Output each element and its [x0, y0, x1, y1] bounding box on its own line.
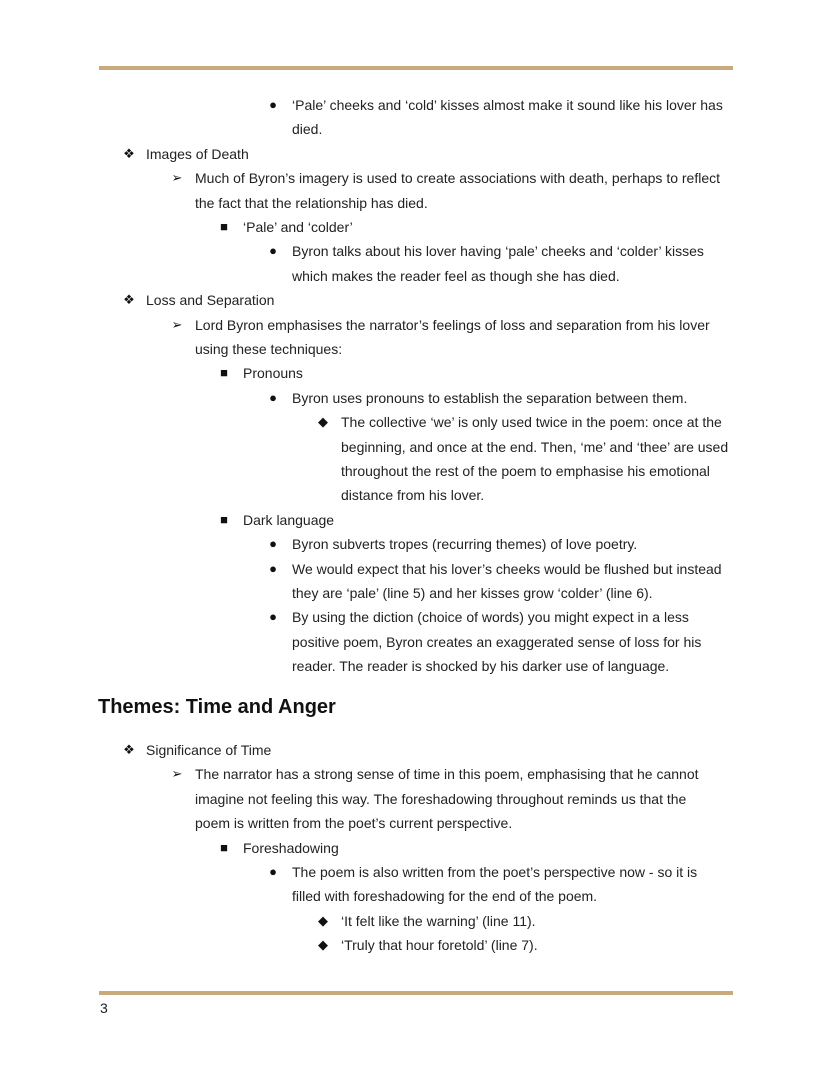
list-item-line: imagine not feeling this way. The foreshadowing throughout reminds us that the — [195, 790, 687, 807]
list-item-line: Significance of Time — [146, 742, 272, 758]
list-item-line: By using the diction (choice of words) you might expect in a less — [292, 609, 689, 626]
arrow-bullet-icon: ➢ — [171, 766, 183, 782]
list-item-line: The collective ‘we’ is only used twice in the poem: once at the — [341, 414, 722, 431]
list-item-line: The narrator has a strong sense of time in this poem, emphasising that he cannot — [195, 766, 699, 783]
list-item-line: poem is written from the poet’s current perspective. — [195, 815, 513, 832]
square-bullet-icon: ■ — [220, 839, 228, 855]
dot-bullet-icon: ● — [269, 243, 277, 259]
diamond-outline-bullet-icon: ❖ — [123, 292, 135, 308]
page-number: 3 — [100, 1000, 108, 1016]
diamond-outline-bullet-icon: ❖ — [123, 742, 135, 757]
diamond-outline-bullet-icon: ❖ — [123, 145, 135, 161]
list-item-line: ‘It felt like the warning’ (line 11). — [341, 912, 536, 929]
list-item-line: Loss and Separation — [146, 292, 275, 309]
square-bullet-icon: ■ — [220, 219, 228, 234]
list-item-line: positive poem, Byron creates an exaggerated sense of loss for his — [292, 633, 702, 650]
dot-bullet-icon: ● — [269, 97, 277, 112]
list-item-line: The poem is also written from the poet’s perspective now - so it is — [292, 864, 698, 880]
list-item-line: We would expect that his lover’s cheeks would be flushed but instead — [292, 560, 722, 577]
list-item-line: Byron talks about his lover having ‘pale’ cheeks and ‘colder’ kisses — [292, 243, 704, 260]
list-item-line: filled with foreshadowing for the end of the poem. — [292, 888, 598, 905]
dot-bullet-icon: ● — [269, 609, 277, 625]
list-item-line: beginning, and once at the end. Then, ‘me’ and ‘thee’ are used — [341, 438, 729, 455]
diamond-bullet-icon: ◆ — [318, 912, 328, 928]
dot-bullet-icon: ● — [269, 560, 277, 576]
dot-bullet-icon: ● — [269, 389, 277, 405]
list-item-line: the fact that the relationship has died. — [195, 194, 428, 211]
arrow-bullet-icon: ➢ — [171, 316, 183, 332]
list-item-line: Dark language — [243, 511, 335, 528]
bottom-rule — [99, 991, 733, 995]
list-item-line: ‘Truly that hour foretold’ (line 7). — [341, 937, 538, 954]
list-item-line: Images of Death — [146, 145, 249, 162]
list-item-line: Byron subverts tropes (recurring themes) of love poetry. — [292, 536, 638, 553]
dot-bullet-icon: ● — [269, 864, 277, 879]
list-item-line: throughout the rest of the poem to emphasise his emotional — [341, 463, 710, 479]
diamond-bullet-icon: ◆ — [318, 414, 328, 430]
square-bullet-icon: ■ — [220, 365, 228, 381]
arrow-bullet-icon: ➢ — [171, 170, 183, 186]
list-item-line: died. — [292, 121, 323, 138]
list-item-line: reader. The reader is shocked by his darker use of language. — [292, 658, 670, 675]
diamond-bullet-icon: ◆ — [318, 937, 328, 953]
list-item-line: using these techniques: — [195, 341, 343, 357]
list-item-line: ‘Pale’ and ‘colder’ — [243, 219, 353, 235]
list-item-line: Lord Byron emphasises the narrator’s feelings of loss and separation from his lover — [195, 316, 710, 333]
list-item-line: Byron uses pronouns to establish the separation between them. — [292, 389, 688, 406]
list-item-line: which makes the reader feel as though she has died. — [292, 267, 620, 284]
square-bullet-icon: ■ — [220, 511, 228, 527]
list-item-line: Much of Byron’s imagery is used to create associations with death, perhaps to reflect — [195, 170, 721, 187]
list-item-line: they are ‘pale’ (line 5) and her kisses grow ‘colder’ (line 6). — [292, 585, 653, 601]
list-item-line: Pronouns — [243, 365, 303, 382]
list-item-line: ‘Pale’ cheeks and ‘cold’ kisses almost make it sound like his lover has — [292, 97, 723, 113]
list-item-line: Foreshadowing — [243, 839, 339, 856]
top-rule — [99, 66, 733, 70]
list-item-line: distance from his lover. — [341, 487, 485, 504]
section-heading: Themes: Time and Anger — [98, 696, 336, 718]
dot-bullet-icon: ● — [269, 536, 277, 552]
